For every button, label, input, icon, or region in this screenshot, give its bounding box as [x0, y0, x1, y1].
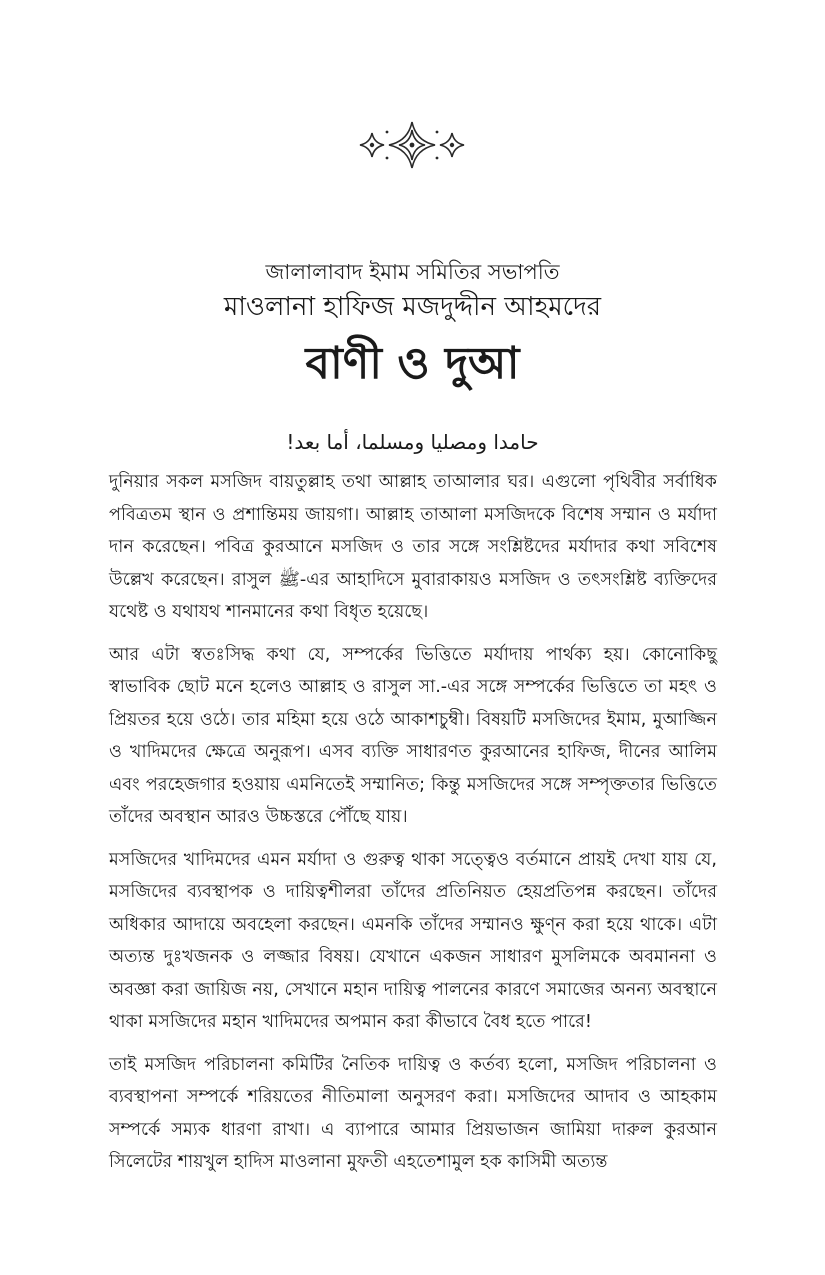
paragraph: মসজিদের খাদিমদের এমন মর্যাদা ও গুরুত্ব থাকা সত্ত্বেও বর্তমানে প্রায়ই দেখা যায় যে, মসজিদের ব্যবস্থাপক ও দায়িত্বশীলরা তাঁদের প্রতিনিয়ত হেয়প্রতিপন্ন করছেন। তাঁদের অধিকার আদায়ে অবহেলা করছেন। এমনকি তাঁদের সম্মানও ক্ষুণ্ন করা হয়ে থাকে। এটা অত্যন্ত দুঃখজনক ও লজ্জার বিষয়। যেখানে একজন সাধারণ মুসলিমকে অবমাননা ও অবজ্ঞা করা জায়িজ নয়, সেখানে মহান দায়িত্ব পালনের কারণে সমাজের অনন্য অবস্থানে থাকা মসজিদের মহান খাদিমদের অপমান করা কীভাবে বৈধ হতে পারে! — [109, 849, 717, 1032]
paragraph: তাই মসজিদ পরিচালনা কমিটির নৈতিক দায়িত্ব ও কর্তব্য হলো, মসজিদ পরিচালনা ও ব্যবস্থাপনা সম্পর্কে শরিয়তের নীতিমালা অনুসরণ করা। মসজিদের আদাব ও আহকাম সম্পর্কে সম্যক ধারণা রাখা। এ ব্যাপারে আমার প্রিয়ভাজন জামিয়া দারুল কুরআন সিলেটের শায়খুল হাদিস মাওলানা মুফতী এহতেশামুল হক কাসিমী অত্যন্ত — [109, 1054, 717, 1172]
subtitle: জালালাবাদ ইমাম সমিতির সভাপতি — [265, 260, 560, 284]
paragraph: দুনিয়ার সকল মসজিদ বায়তুল্লাহ তথা আল্লাহ তাআলার ঘর। এগুলো পৃথিবীর সর্বাধিক পবিত্রতম স্থান ও প্রশান্তিময় জায়গা। আল্লাহ তাআলা মসজিদকে বিশেষ সম্মান ও মর্যাদা দান করেছেন। পবিত্র কুরআনে মসজিদ ও তার সঙ্গে সংশ্লিষ্টদের মর্যাদার কথা সবিশেষ উল্লেখ করেছেন। রাসুল ﷺ-এর আহাদিসে মুবারাকায়ও মসজিদ ও তৎসংশ্লিষ্ট ব্যক্তিদের যথেষ্ট ও যথাযথ শানমানের কথা বিধৃত হয়েছে। — [109, 472, 717, 622]
paragraph: আর এটা স্বতঃসিদ্ধ কথা যে, সম্পর্কের ভিত্তিতে মর্যাদায় পার্থক্য হয়। কোনোকিছু স্বাভাবিক ছোট মনে হলেও আল্লাহ ও রাসুল সা.-এর সঙ্গে সম্পর্কের ভিত্তিতে তা মহৎ ও প্রিয়তর হয়ে ওঠে। তার মহিমা হয়ে ওঠে আকাশচুম্বী। বিষয়টি মসজিদের ইমাম, মুআজ্জিন ও খাদিমদের ক্ষেত্রে অনুরূপ। এসব ব্যক্তি সাধারণত কুরআনের হাফিজ, দীনের আলিম এবং পরহেজগার হওয়ায় এমনিতেই সম্মানিত; কিন্তু মসজিদের সঙ্গে সম্পৃক্ততার ভিত্তিতে তাঁদের অবস্থান আরও উচ্চস্তরে পৌঁছে যায়। — [109, 644, 717, 827]
page-title: বাণী ও দুআ — [305, 338, 520, 389]
page-header — [0, 258, 825, 392]
body-text — [109, 466, 717, 1189]
arabic-opening: حامدا ومصليا ومسلما، أما بعد! — [286, 430, 539, 454]
ornament-divider-icon — [357, 118, 467, 172]
author-line: মাওলানা হাফিজ মজদুদ্দীন আহমদের — [223, 292, 602, 322]
